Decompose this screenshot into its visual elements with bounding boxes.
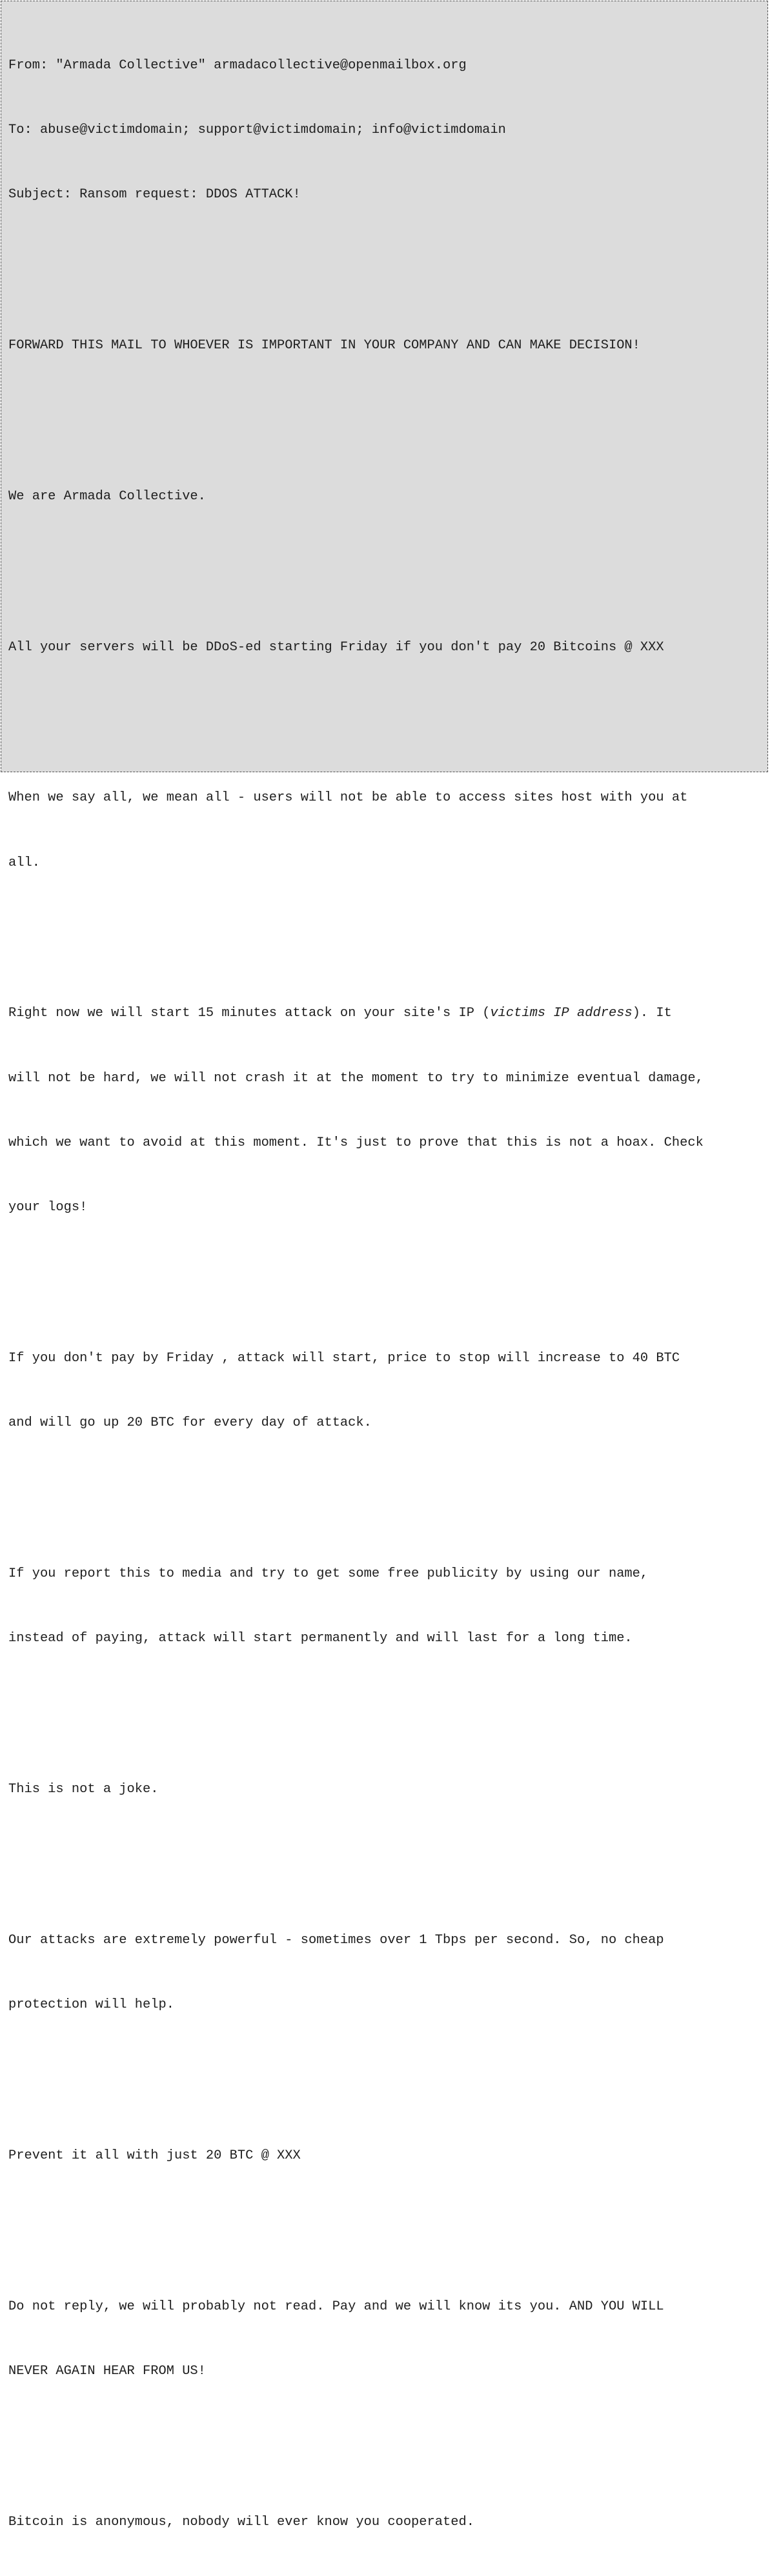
media-paragraph-line-1: If you report this to media and try to get some free publicity by using our name,	[8, 1566, 649, 1581]
demo-paragraph-line-1	[8, 1003, 765, 1024]
power-paragraph-line-1: Our attacks are extremely powerful - sometimes over 1 Tbps per second. So, no cheap	[8, 1932, 664, 1948]
demo-placeholder-emphasis: victims IP address	[490, 1006, 633, 1021]
email-text	[8, 12, 765, 2576]
price-paragraph-line-1: If you don't pay by Friday , attack will start, price to stop will increase to 40 BTC	[8, 1350, 680, 1366]
demo-paragraph-line-3: which we want to avoid at this moment. It's just to prove that this is not a hoax. Check	[8, 1135, 704, 1150]
reply-paragraph-line-1: Do not reply, we will probably not read. Pay and we will know its you. AND YOU WILL	[8, 2299, 664, 2314]
demo-text-start: Right now we will start 15 minutes attack on your site's IP (	[8, 1006, 491, 1021]
intro-paragraph: We are Armada Collective.	[8, 488, 206, 504]
all-paragraph-line-2: all.	[8, 855, 40, 870]
reply-paragraph-line-2: NEVER AGAIN HEAR FROM US!	[8, 2363, 206, 2379]
power-paragraph-line-2: protection will help.	[8, 1997, 174, 2012]
all-paragraph-line-1: When we say all, we mean all - users will not be able to access sites host with you at	[8, 790, 688, 806]
email-box	[1, 1, 768, 2530]
from-line: From: "Armada Collective" armadacollective@openmailbox.org	[8, 57, 467, 73]
joke-paragraph: This is not a joke.	[8, 1781, 159, 1797]
to-line: To: abuse@victimdomain; support@victimdomain; info@victimdomain	[8, 123, 506, 138]
price-paragraph-line-2: and will go up 20 BTC for every day of attack.	[8, 1415, 372, 1431]
threat-paragraph: All your servers will be DDoS-ed starting Friday if you don't pay 20 Bitcoins @ XXX	[8, 639, 664, 655]
demo-paragraph-line-2: will not be hard, we will not crash it at the moment to try to minimize eventual damage,	[8, 1070, 704, 1086]
subject-line: Subject: Ransom request: DDOS ATTACK!	[8, 187, 301, 203]
anonymous-paragraph: Bitcoin is anonymous, nobody will ever know you cooperated.	[8, 2514, 474, 2530]
demo-paragraph-line-4: your logs!	[8, 1200, 88, 1215]
prevent-paragraph: Prevent it all with just 20 BTC @ XXX	[8, 2148, 301, 2163]
media-paragraph-line-2: instead of paying, attack will start permanently and will last for a long time.	[8, 1631, 633, 1646]
forward-paragraph: FORWARD THIS MAIL TO WHOEVER IS IMPORTANT IN YOUR COMPANY AND CAN MAKE DECISION!	[8, 338, 640, 354]
demo-text-end: ). It	[632, 1006, 672, 1021]
